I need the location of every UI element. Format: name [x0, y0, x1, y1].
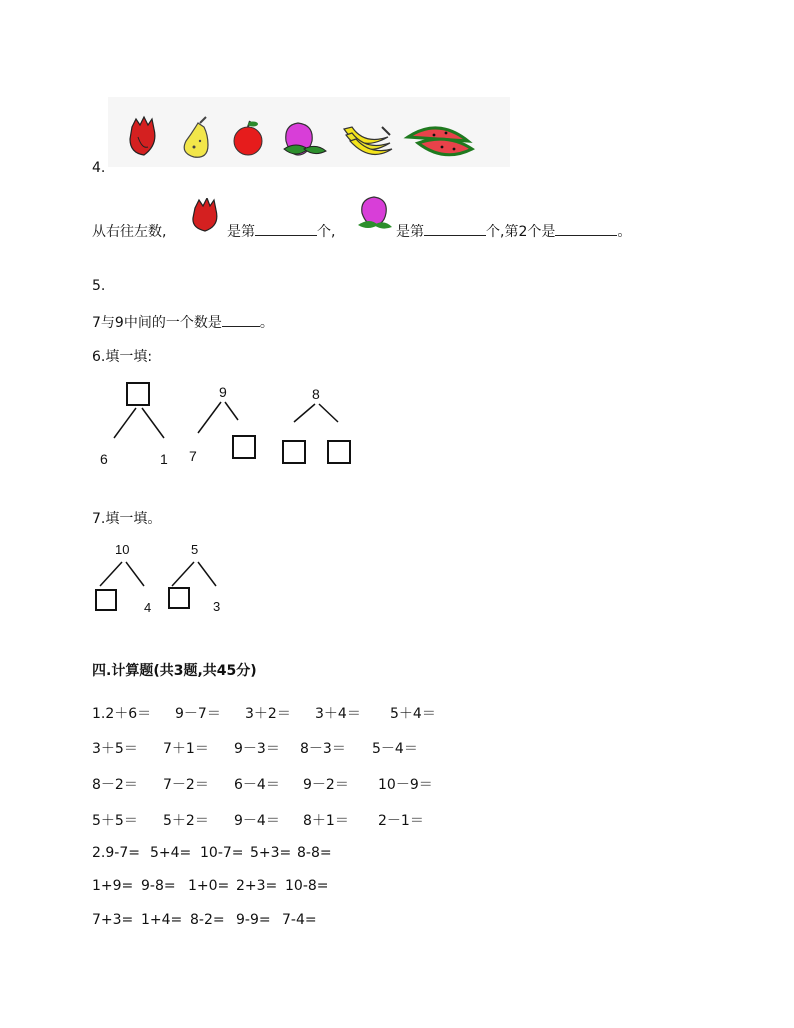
- calc-expression: 7＋1＝: [163, 741, 209, 757]
- question-5-number: 5.: [92, 278, 106, 294]
- question-7-title: 7.填一填。: [92, 511, 162, 527]
- calc-expression: 5＋5＝: [92, 813, 138, 829]
- calc-expression: 5＋4＝: [390, 706, 436, 722]
- bond-top-number: 9: [219, 384, 227, 400]
- calc-expression: 7－2＝: [163, 777, 209, 793]
- answer-blank-3[interactable]: [555, 221, 617, 236]
- question-4-text-intro: 从右往左数,: [92, 224, 167, 240]
- calc-expression: 1.2＋6＝: [92, 706, 152, 722]
- answer-box-top[interactable]: [126, 382, 150, 406]
- question-4-label-is: 是第: [227, 224, 255, 240]
- calc-expression: 2－1＝: [378, 813, 424, 829]
- calc-expression: 1+9=: [92, 878, 134, 894]
- question-5-end: 。: [259, 315, 274, 331]
- calc-expression: 10-7=: [200, 845, 244, 861]
- question-4-label-is-2: 是第: [396, 224, 424, 240]
- fruit-strip-image: [108, 97, 510, 167]
- calc-expression: 2.9-7=: [92, 845, 140, 861]
- answer-box-left[interactable]: [168, 587, 190, 609]
- calc-expression: 1+0=: [188, 878, 230, 894]
- calc-expression: 9－3＝: [234, 741, 280, 757]
- bond-right-number: 3: [213, 599, 221, 614]
- question-4-label-ge: 个,: [317, 224, 336, 240]
- question-5-prompt: 7与9中间的一个数是: [92, 315, 222, 331]
- answer-box-left[interactable]: [282, 440, 306, 464]
- calc-expression: 9－4＝: [234, 813, 280, 829]
- bond-right-number: 1: [160, 451, 168, 467]
- answer-blank-1[interactable]: [255, 221, 317, 236]
- pear-icon: [184, 117, 208, 157]
- calc-expression: 9-9=: [236, 912, 271, 928]
- calc-expression: 5+3=: [250, 845, 292, 861]
- calc-expression: 9－7＝: [175, 706, 221, 722]
- calc-expression: 2+3=: [236, 878, 278, 894]
- calc-expression: 8－3＝: [300, 741, 346, 757]
- peach-icon: [356, 195, 392, 235]
- bond-left-number: 6: [100, 451, 108, 467]
- watermelon-icon: [408, 128, 472, 155]
- calc-expression: 8＋1＝: [303, 813, 349, 829]
- question-4-label-second: 个,第2个是: [486, 224, 556, 240]
- calc-expression: 3＋5＝: [92, 741, 138, 757]
- bond-top-number: 10: [115, 542, 130, 557]
- calc-expression: 9－2＝: [303, 777, 349, 793]
- calc-expression: 8－2＝: [92, 777, 138, 793]
- number-bond-group-7: [90, 540, 240, 620]
- bond-left-number: 7: [189, 448, 197, 464]
- question-6-title: 6.填一填:: [92, 349, 153, 365]
- peach-icon: [284, 123, 326, 155]
- calc-expression: 10－9＝: [378, 777, 433, 793]
- question-4-text-ordinal-1: [227, 221, 335, 241]
- calc-expression: 8-8=: [297, 845, 332, 861]
- bond-top-number: 5: [191, 542, 199, 557]
- calc-expression: 6－4＝: [234, 777, 280, 793]
- question-4-end: 。: [617, 224, 632, 240]
- question-4-text-ordinal-2: [396, 221, 631, 241]
- calc-expression: 3＋2＝: [245, 706, 291, 722]
- section-heading: 四.计算题(共3题,共45分): [92, 663, 257, 679]
- calc-expression: 7-4=: [282, 912, 317, 928]
- banana-icon: [344, 127, 392, 154]
- answer-box-right[interactable]: [327, 440, 351, 464]
- calc-expression: 8-2=: [190, 912, 225, 928]
- bond-top-number: 8: [312, 386, 320, 402]
- calc-expression: 7+3=: [92, 912, 134, 928]
- calc-expression: 10-8=: [285, 878, 329, 894]
- question-4-number: 4.: [92, 160, 106, 176]
- calc-expression: 1+4=: [141, 912, 183, 928]
- answer-box-right[interactable]: [232, 435, 256, 459]
- answer-box-left[interactable]: [95, 589, 117, 611]
- bond-right-number: 4: [144, 600, 152, 615]
- calc-expression: 5－4＝: [372, 741, 418, 757]
- calc-expression: 9-8=: [141, 878, 176, 894]
- number-bond-group-6: [90, 378, 380, 473]
- answer-blank-2[interactable]: [424, 221, 486, 236]
- calc-expression: 5＋2＝: [163, 813, 209, 829]
- apple-icon: [234, 121, 262, 155]
- calc-expression: 3＋4＝: [315, 706, 361, 722]
- answer-blank-4[interactable]: [222, 312, 260, 327]
- pomegranate-icon: [130, 117, 155, 155]
- question-5-text: [92, 312, 274, 332]
- calc-expression: 5+4=: [150, 845, 192, 861]
- pomegranate-icon: [190, 198, 220, 236]
